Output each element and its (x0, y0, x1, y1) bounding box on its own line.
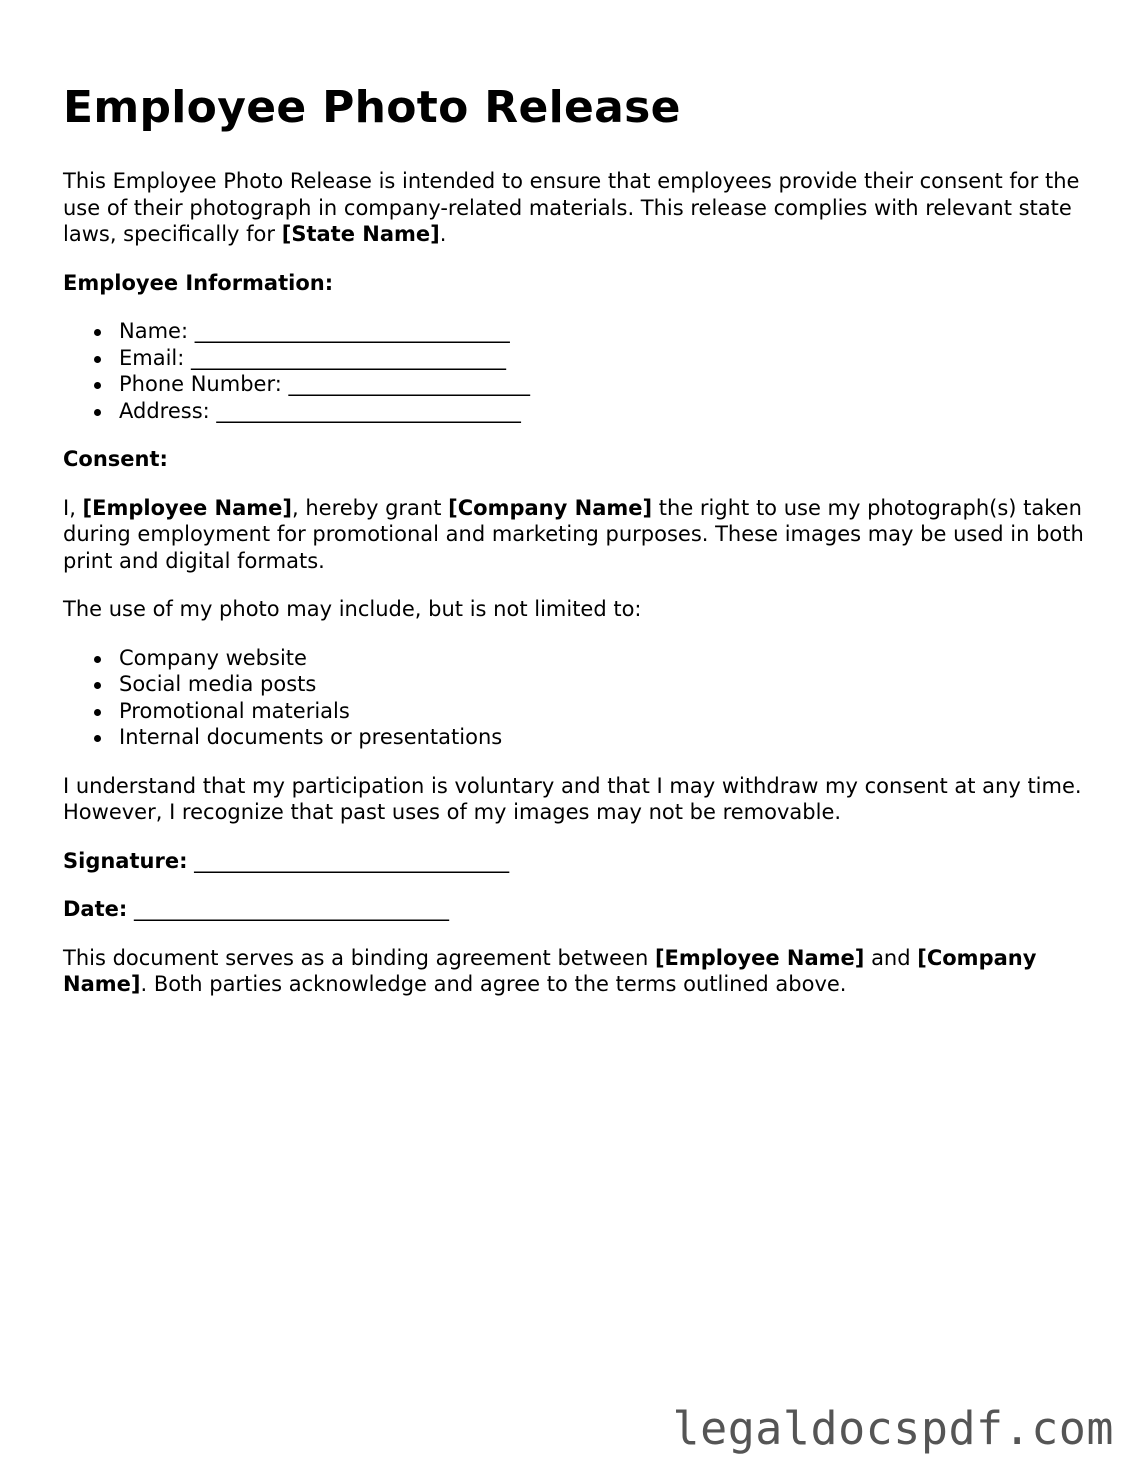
closing-text-start: This document serves as a binding agreement between (63, 945, 655, 970)
name-field: Name: ______________________________ (119, 318, 1093, 345)
consent-paragraph (63, 495, 1093, 575)
date-label: Date: (63, 897, 128, 921)
closing-text-mid: and (864, 945, 918, 970)
list-item: Internal documents or presentations (119, 724, 1093, 751)
consent-text-mid: , hereby grant (291, 495, 449, 520)
signature-label: Signature: (63, 848, 188, 873)
intro-end: . (439, 222, 447, 246)
signature-line (63, 848, 1093, 875)
state-name-placeholder: [State Name] (281, 222, 440, 246)
intro-text: This Employee Photo Release is intended to ensure that employees provide their consent for the use of their photograph in company-related materials. This release complies with relevant state laws, specifically for (63, 169, 1080, 246)
intro-paragraph (63, 168, 1093, 248)
closing-company-placeholder: [Company Name] (63, 945, 1037, 996)
watermark: legaldocspdf.com (672, 1402, 1114, 1455)
withdraw-paragraph: I understand that my participation is voluntary and that I may withdraw my consent at any time. However, I recognize that past uses of my images may not be removable. (63, 773, 1082, 824)
address-field: Address: _____________________________ (119, 398, 1093, 425)
consent-text-start: I, (63, 495, 83, 520)
employee-info-list (63, 318, 1093, 424)
uses-list (63, 645, 1093, 751)
document-title: Employee Photo Release (63, 82, 681, 133)
list-item: Social media posts (119, 671, 1093, 698)
date-line (63, 896, 1093, 923)
closing-text-end: . Both parties acknowledge and agree to the terms outlined above. (140, 972, 847, 996)
closing-employee-placeholder: [Employee Name] (654, 945, 865, 970)
email-field: Email: ______________________________ (119, 345, 1093, 372)
phone-number-field: Phone Number: _______________________ (119, 371, 1093, 398)
consent-heading: Consent: (63, 447, 168, 471)
employee-name-placeholder: [Employee Name] (82, 495, 292, 520)
company-name-placeholder: [Company Name] (448, 495, 653, 520)
uses-intro: The use of my photo may include, but is not limited to: (63, 597, 642, 621)
list-item: Promotional materials (119, 698, 1093, 725)
document-page (63, 78, 1093, 1020)
date-blank: ______________________________ (127, 897, 449, 921)
employee-info-heading: Employee Information: (63, 270, 334, 295)
signature-blank: ______________________________ (187, 848, 510, 873)
consent-text-end: the right to use my photograph(s) taken during employment for promotional and marketing purposes. These images may be used in both print and digital formats. (63, 495, 1084, 573)
closing-paragraph (63, 945, 1093, 998)
list-item: Company website (119, 645, 1093, 672)
